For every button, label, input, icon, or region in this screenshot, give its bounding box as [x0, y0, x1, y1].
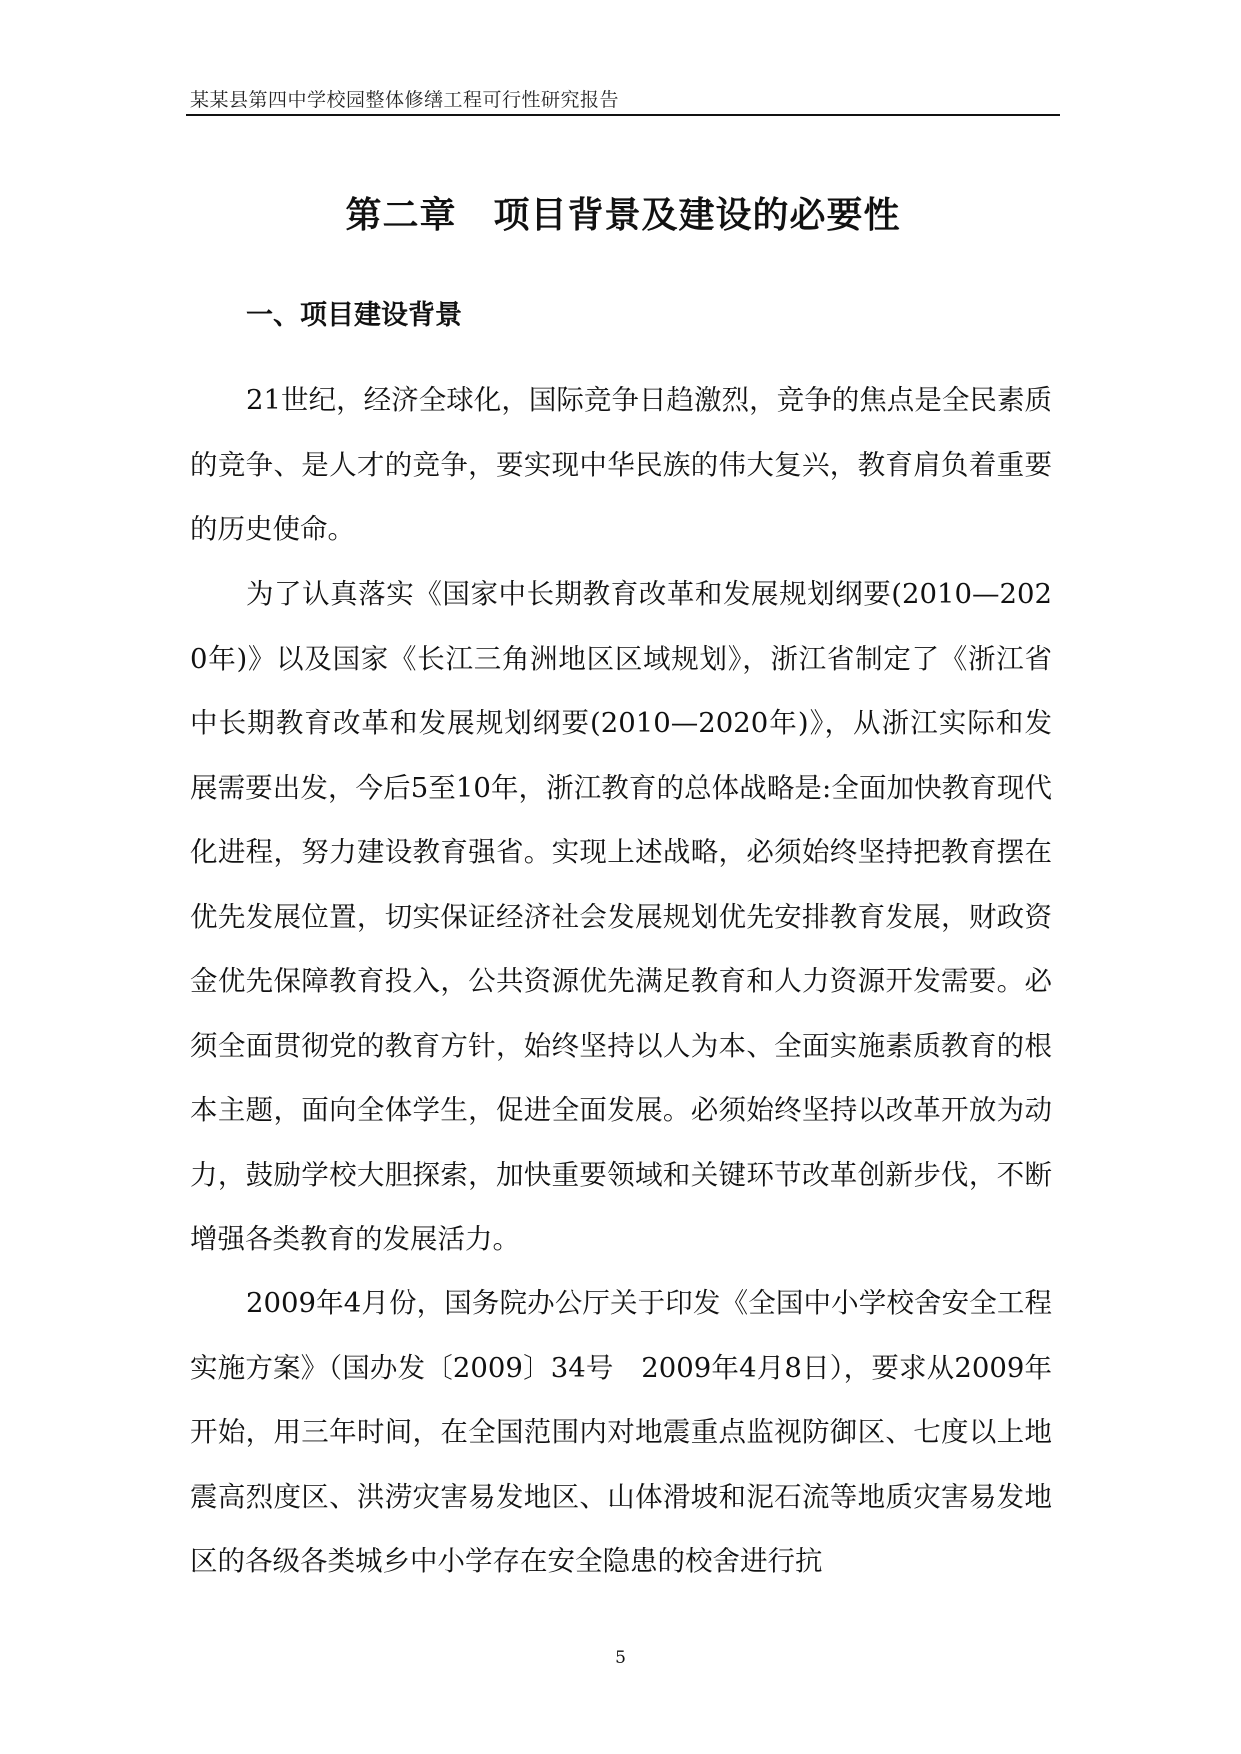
- paragraph-3: 2009年4月份，国务院办公厅关于印发《全国中小学校舍安全工程实施方案》（国办发〔2009〕34号 2009年4月8日），要求从2009年开始，用三年时间，在全国范围内对地震重点监视防御区、七度以上地震高烈度区、洪涝灾害易发地区、山体滑坡和泥石流等地质灾害易发地区的各级各类城乡中小学存在安全隐患的校舍进行抗: [190, 1287, 1052, 1577]
- page-number: 5: [615, 1648, 626, 1668]
- chapter-title: 第二章 项目背景及建设的必要性: [345, 195, 901, 236]
- header-rule: [186, 114, 1060, 116]
- paragraph-2: 为了认真落实《国家中长期教育改革和发展规划纲要(2010—2020年)》以及国家《长江三角洲地区区域规划》，浙江省制定了《浙江省中长期教育改革和发展规划纲要(2010—2020年)》，从浙江实际和发展需要出发，今后5至10年，浙江教育的总体战略是:全面加快教育现代化进程，努力建设教育强省。实现上述战略，必须始终坚持把教育摆在优先发展位置，切实保证经济社会发展规划优先安排教育发展，财政资金优先保障教育投入，公共资源优先满足教育和人力资源开发需要。必须全面贯彻党的教育方针，始终坚持以人为本、全面实施素质教育的根本主题，面向全体学生，促进全面发展。必须始终坚持以改革开放为动力，鼓励学校大胆探索，加快重要领域和关键环节改革创新步伐，不断增强各类教育的发展活力。: [190, 578, 1052, 1255]
- paragraph-1: 21世纪，经济全球化，国际竞争日趋激烈，竞争的焦点是全民素质的竞争、是人才的竞争，要实现中华民族的伟大复兴，教育肩负着重要的历史使命。: [190, 384, 1052, 545]
- section-heading: 一、项目建设背景: [246, 300, 462, 331]
- running-header: 某某县第四中学校园整体修缮工程可行性研究报告: [190, 89, 620, 111]
